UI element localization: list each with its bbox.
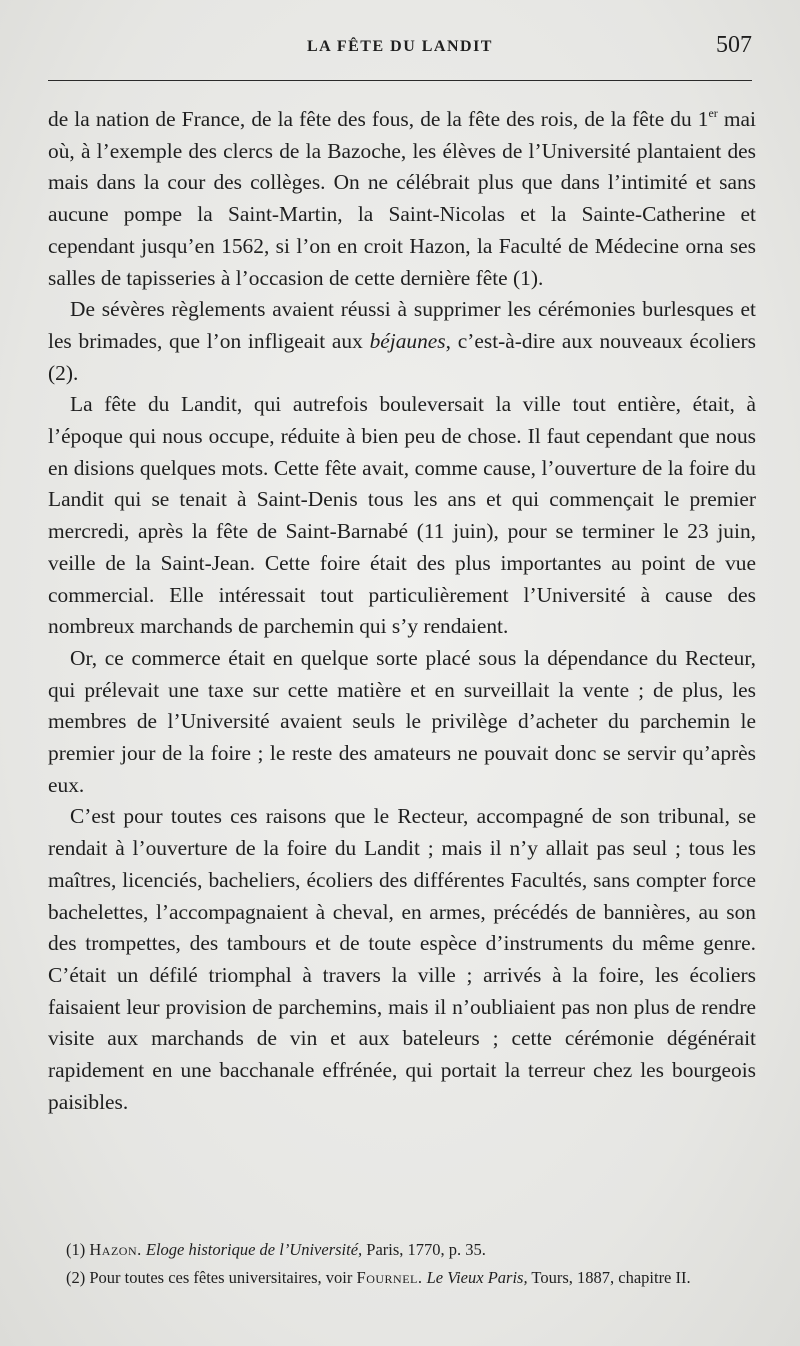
footnote-2 xyxy=(48,1264,756,1292)
paragraph-1 xyxy=(48,104,756,294)
footnote-2-title: Le Vieux Paris, xyxy=(426,1268,528,1287)
paragraph-5: C’est pour toutes ces raisons que le Recteur, accompagné de son tribunal, se rendait à l’ouverture de la foire du Landit ; mais il n’y allait pas seul ; tous les maîtres, licenciés, bacheliers, écoliers des différentes Facultés, sans compter force bachelettes, l’accompagnaient à cheval, en armes, précédés de bannières, au son des trompettes, des tambours et de toute espèce d’instruments du même genre. C’était un défilé triomphal à travers la ville ; arrivés à la foire, les écoliers faisaient leur provision de parchemins, mais il n’oubliaient pas non plus de rendre visite aux marchands de vin et aux bateleurs ; cette cérémonie dégénérait rapidement en une bacchanale effrénée, qui portait la terreur chez les bourgeois paisibles. xyxy=(48,804,756,1114)
paragraph-2-italic-term: béjaunes xyxy=(369,328,446,353)
paragraph-1-text-b: mai où, à l’exemple des clercs de la Bazoche, les élèves de l’Université plantaient des mais dans la cour des collèges. On ne célébrait plus que dans l’intimité et sans aucune pompe la Saint-Martin, la Saint-Nicolas et la Sainte-Catherine et cependant jusqu’en 1562, si l’on en croit Hazon, la Faculté de Médecine orna ses salles de tapisseries à l’occasion de cette dernière fête (1). xyxy=(48,107,756,290)
footnote-2-author: Fournel. xyxy=(356,1268,423,1287)
footnote-2-text-b: Tours, 1887, chapitre II. xyxy=(527,1268,691,1287)
paragraph-2 xyxy=(48,294,756,389)
paragraph-1-text-a: de la nation de France, de la fête des fous, de la fête des rois, de la fête du 1 xyxy=(48,107,709,131)
paragraph-3: La fête du Landit, qui autrefois bouleversait la ville tout entière, était, à l’époque qui nous occupe, réduite à bien peu de chose. Il faut cependant que nous en disions quelques mots. Cette fête avait, comme cause, l’ouverture de la foire du Landit qui se tenait à Saint-Denis tous les ans et qui commençait le premier mercredi, après la fête de Saint-Barnabé (11 juin), pour se terminer le 23 juin, veille de la Saint-Jean. Cette foire était des plus importantes au point de vue commercial. Elle intéressait tout particulièrement l’Université à cause des nombreux marchands de parchemin qui s’y rendaient. xyxy=(48,392,756,639)
page-number: 507 xyxy=(716,32,752,58)
footnote-2-text-a: (2) Pour toutes ces fêtes universitaires, voir xyxy=(66,1268,357,1287)
footnotes xyxy=(48,1236,756,1292)
footnote-1 xyxy=(48,1236,756,1264)
header-rule xyxy=(48,80,752,81)
page-header xyxy=(48,30,752,70)
body-text xyxy=(48,104,756,1119)
superscript-er: er xyxy=(708,106,718,120)
footnote-1-title: Eloge historique de l’Université, xyxy=(145,1240,363,1259)
footnote-1-number: (1) xyxy=(66,1240,90,1259)
footnote-1-rest: Paris, 1770, p. 35. xyxy=(362,1240,486,1259)
paragraph-2-text-a: De sévères règlements avaient réussi à supprimer les cérémonies burlesques et les brimades, que l’on infligeait aux xyxy=(48,297,756,353)
running-title: LA FÊTE DU LANDIT xyxy=(307,38,493,55)
paragraph-4: Or, ce commerce était en quelque sorte placé sous la dépendance du Recteur, qui prélevait une taxe sur cette matière et en surveillait la vente ; de plus, les membres de l’Université avaient seuls le privilège d’acheter du parchemin le premier jour de la foire ; le reste des amateurs ne pouvait donc se servir qu’après eux. xyxy=(48,645,756,797)
footnote-1-author: Hazon. xyxy=(89,1240,142,1259)
paragraph-2-text-b: , c’est-à-dire aux nouveaux écoliers (2). xyxy=(48,328,756,385)
